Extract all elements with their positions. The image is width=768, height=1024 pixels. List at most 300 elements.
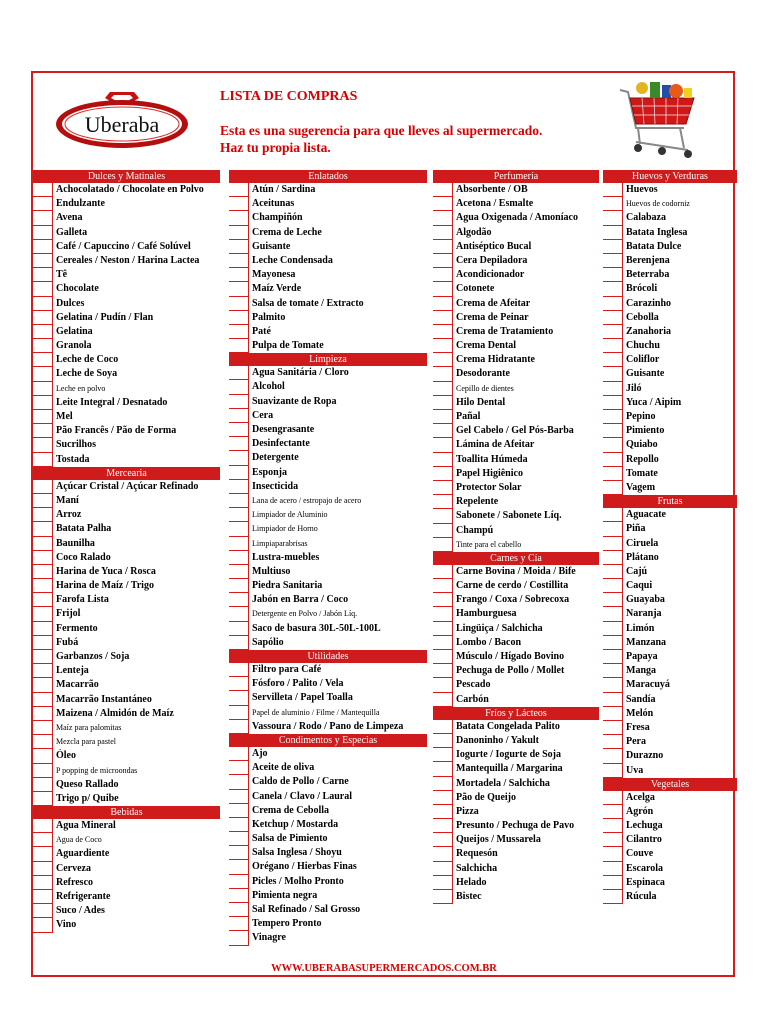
- list-item: [603, 226, 737, 240]
- checkbox[interactable]: [433, 353, 453, 367]
- item-label: Danoninho / Yakult: [456, 734, 539, 746]
- checkbox[interactable]: [603, 551, 623, 565]
- checkbox[interactable]: [229, 593, 249, 607]
- item-label: Escarola: [626, 862, 664, 874]
- item-label: Naranja: [626, 608, 662, 620]
- checkbox[interactable]: [433, 226, 453, 240]
- checkbox[interactable]: [33, 778, 53, 792]
- checkbox[interactable]: [433, 636, 453, 650]
- checkbox[interactable]: [433, 748, 453, 762]
- checkbox[interactable]: [603, 650, 623, 664]
- item-label: Saco de basura 30L-50L-100L: [252, 622, 381, 634]
- checkbox[interactable]: [603, 410, 623, 424]
- checkbox[interactable]: [433, 282, 453, 296]
- item-label: Leche de Soya: [56, 368, 118, 380]
- section-header: Frutas: [603, 495, 737, 508]
- item-label: Pimiento: [626, 425, 665, 437]
- checkbox[interactable]: [603, 721, 623, 735]
- checkbox[interactable]: [603, 311, 623, 325]
- checkbox[interactable]: [33, 480, 53, 494]
- checkbox[interactable]: [229, 480, 249, 494]
- list-item: [603, 847, 737, 861]
- checkbox[interactable]: [229, 818, 249, 832]
- checkbox[interactable]: [229, 636, 249, 650]
- checkbox[interactable]: [229, 282, 249, 296]
- list-item: [33, 522, 220, 536]
- checkbox[interactable]: [229, 832, 249, 846]
- list-item: [229, 551, 427, 565]
- checkbox[interactable]: [229, 607, 249, 621]
- checkbox[interactable]: [229, 917, 249, 931]
- checkbox[interactable]: [229, 677, 249, 691]
- checkbox[interactable]: [33, 396, 53, 410]
- checkbox[interactable]: [433, 311, 453, 325]
- checkbox[interactable]: [33, 211, 53, 225]
- checkbox[interactable]: [229, 747, 249, 761]
- checkbox[interactable]: [33, 678, 53, 692]
- checkbox[interactable]: [433, 607, 453, 621]
- checkbox[interactable]: [33, 579, 53, 593]
- checkbox[interactable]: [603, 197, 623, 211]
- checkbox[interactable]: [229, 706, 249, 720]
- checkbox[interactable]: [33, 537, 53, 551]
- checkbox[interactable]: [33, 522, 53, 536]
- checkbox[interactable]: [229, 395, 249, 409]
- list-item: [603, 396, 737, 410]
- list-item: [33, 254, 220, 268]
- list-item: [33, 593, 220, 607]
- checkbox[interactable]: [433, 254, 453, 268]
- checkbox[interactable]: [229, 297, 249, 311]
- item-label: Acetona / Esmalte: [456, 198, 534, 210]
- checkbox[interactable]: [33, 424, 53, 438]
- checkbox[interactable]: [33, 707, 53, 721]
- checkbox[interactable]: [229, 622, 249, 636]
- item-label: Iogurte / Iogurte de Soja: [456, 749, 561, 761]
- checkbox[interactable]: [603, 382, 623, 396]
- checkbox[interactable]: [229, 537, 249, 551]
- section-header: Limpieza: [229, 353, 427, 366]
- list-item: [229, 931, 427, 945]
- list-item: [33, 226, 220, 240]
- checkbox[interactable]: [229, 380, 249, 394]
- item-label: Dulces: [56, 297, 85, 309]
- checkbox[interactable]: [229, 366, 249, 380]
- list-item: [603, 890, 737, 904]
- checkbox[interactable]: [433, 650, 453, 664]
- checkbox[interactable]: [433, 467, 453, 481]
- item-label: Fresa: [626, 721, 650, 733]
- checkbox[interactable]: [603, 282, 623, 296]
- checkbox[interactable]: [229, 761, 249, 775]
- checkbox[interactable]: [433, 240, 453, 254]
- list-item: [433, 524, 599, 538]
- item-label: Leche Condensada: [252, 254, 333, 266]
- checkbox[interactable]: [33, 721, 53, 735]
- checkbox[interactable]: [603, 226, 623, 240]
- list-item: [433, 481, 599, 495]
- checkbox[interactable]: [229, 183, 249, 197]
- item-label: Gelatina: [56, 325, 93, 337]
- checkbox[interactable]: [33, 551, 53, 565]
- checkbox[interactable]: [433, 678, 453, 692]
- checkbox[interactable]: [603, 890, 623, 904]
- checkbox[interactable]: [433, 876, 453, 890]
- checkbox[interactable]: [33, 297, 53, 311]
- item-label: Pescado: [456, 679, 491, 691]
- checkbox[interactable]: [433, 268, 453, 282]
- checkbox[interactable]: [33, 325, 53, 339]
- checkbox[interactable]: [603, 764, 623, 778]
- checkbox[interactable]: [229, 720, 249, 734]
- list-item: [603, 678, 737, 692]
- checkbox[interactable]: [33, 197, 53, 211]
- checkbox[interactable]: [603, 819, 623, 833]
- checkbox[interactable]: [603, 211, 623, 225]
- checkbox[interactable]: [603, 678, 623, 692]
- checkbox[interactable]: [33, 833, 53, 847]
- list-item: [33, 197, 220, 211]
- checkbox[interactable]: [603, 537, 623, 551]
- checkbox[interactable]: [229, 579, 249, 593]
- list-item: [229, 846, 427, 860]
- checkbox[interactable]: [229, 565, 249, 579]
- section-header: Vegetales: [603, 778, 737, 791]
- checkbox[interactable]: [603, 847, 623, 861]
- item-label: Macarrão Instantáneo: [56, 693, 152, 705]
- checkbox[interactable]: [33, 650, 53, 664]
- checkbox[interactable]: [33, 847, 53, 861]
- checkbox[interactable]: [229, 551, 249, 565]
- checkbox[interactable]: [433, 890, 453, 904]
- checkbox[interactable]: [603, 183, 623, 197]
- list-item: [229, 254, 427, 268]
- list-item: [33, 721, 220, 735]
- item-label: Champiñón: [252, 212, 303, 224]
- list-item: [433, 650, 599, 664]
- checkbox[interactable]: [229, 409, 249, 423]
- list-item: [229, 565, 427, 579]
- checkbox[interactable]: [229, 339, 249, 353]
- item-label: Mel: [56, 411, 73, 422]
- checkbox[interactable]: [433, 367, 453, 381]
- checkbox[interactable]: [33, 664, 53, 678]
- checkbox[interactable]: [603, 339, 623, 353]
- checkbox[interactable]: [229, 437, 249, 451]
- checkbox[interactable]: [33, 918, 53, 932]
- item-label: Papaya: [626, 651, 658, 662]
- checkbox[interactable]: [433, 481, 453, 495]
- checkbox[interactable]: [603, 367, 623, 381]
- item-label: Lenteja: [56, 665, 89, 677]
- list-item: [33, 819, 220, 833]
- checkbox[interactable]: [229, 663, 249, 677]
- checkbox[interactable]: [433, 509, 453, 523]
- checkbox[interactable]: [603, 254, 623, 268]
- checkbox[interactable]: [603, 353, 623, 367]
- list-item: [603, 508, 737, 522]
- item-label: Carazinho: [626, 297, 671, 309]
- checkbox[interactable]: [603, 636, 623, 650]
- list-item: [33, 382, 220, 396]
- checkbox[interactable]: [603, 424, 623, 438]
- checkbox[interactable]: [229, 691, 249, 705]
- checkbox[interactable]: [433, 382, 453, 396]
- item-label: Huevos: [626, 184, 658, 195]
- checkbox[interactable]: [433, 524, 453, 538]
- checkbox[interactable]: [33, 735, 53, 749]
- item-label: Papel Higiênico: [456, 467, 523, 479]
- section-header: Huevos y Verduras: [603, 170, 737, 183]
- checkbox[interactable]: [33, 636, 53, 650]
- checkbox[interactable]: [433, 565, 453, 579]
- item-label: Sal Refinado / Sal Grosso: [252, 904, 361, 915]
- checkbox[interactable]: [433, 211, 453, 225]
- list-item: [603, 819, 737, 833]
- checkbox[interactable]: [433, 664, 453, 678]
- checkbox[interactable]: [33, 282, 53, 296]
- list-item: [33, 480, 220, 494]
- checkbox[interactable]: [433, 819, 453, 833]
- item-label: Esponja: [252, 466, 288, 478]
- checkbox[interactable]: [229, 903, 249, 917]
- checkbox[interactable]: [603, 396, 623, 410]
- list-item: [33, 453, 220, 467]
- checkbox[interactable]: [33, 254, 53, 268]
- list-item: [229, 466, 427, 480]
- list-item: [33, 282, 220, 296]
- checkbox[interactable]: [603, 325, 623, 339]
- checkbox[interactable]: [229, 846, 249, 860]
- checkbox[interactable]: [229, 522, 249, 536]
- checkbox[interactable]: [33, 382, 53, 396]
- checkbox[interactable]: [33, 453, 53, 467]
- checkbox[interactable]: [603, 297, 623, 311]
- list-item: [33, 353, 220, 367]
- list-item: [603, 268, 737, 282]
- checkbox[interactable]: [33, 749, 53, 763]
- list-item: [33, 297, 220, 311]
- checkbox[interactable]: [33, 339, 53, 353]
- checkbox[interactable]: [33, 792, 53, 806]
- checkbox[interactable]: [229, 423, 249, 437]
- checkbox[interactable]: [229, 889, 249, 903]
- item-label: Queso Rallado: [56, 778, 119, 790]
- checkbox[interactable]: [33, 268, 53, 282]
- checkbox[interactable]: [229, 875, 249, 889]
- checkbox[interactable]: [603, 622, 623, 636]
- checkbox[interactable]: [433, 538, 453, 552]
- item-label: Plátano: [626, 551, 659, 563]
- checkbox[interactable]: [33, 508, 53, 522]
- checkbox[interactable]: [33, 819, 53, 833]
- checkbox[interactable]: [229, 197, 249, 211]
- checkbox[interactable]: [33, 353, 53, 367]
- checkbox[interactable]: [603, 607, 623, 621]
- checkbox[interactable]: [433, 762, 453, 776]
- checkbox[interactable]: [433, 579, 453, 593]
- checkbox[interactable]: [33, 890, 53, 904]
- checkbox[interactable]: [603, 240, 623, 254]
- checkbox[interactable]: [229, 790, 249, 804]
- checkbox[interactable]: [229, 860, 249, 874]
- checkbox[interactable]: [33, 410, 53, 424]
- checkbox[interactable]: [229, 211, 249, 225]
- checkbox[interactable]: [33, 593, 53, 607]
- checkbox[interactable]: [603, 453, 623, 467]
- checkbox[interactable]: [433, 396, 453, 410]
- list-item: [33, 494, 220, 508]
- section-header: Dulces y Matinales: [33, 170, 220, 183]
- item-label: Trigo p/ Quibe: [56, 792, 119, 804]
- checkbox[interactable]: [33, 183, 53, 197]
- item-label: Tinte para el cabello: [456, 539, 522, 549]
- list-item: [433, 240, 599, 254]
- checkbox[interactable]: [33, 904, 53, 918]
- checkbox[interactable]: [603, 791, 623, 805]
- checkbox[interactable]: [433, 339, 453, 353]
- list-item: [603, 565, 737, 579]
- checkbox[interactable]: [229, 325, 249, 339]
- list-item: [433, 565, 599, 579]
- checkbox[interactable]: [33, 693, 53, 707]
- checkbox[interactable]: [33, 622, 53, 636]
- checkbox[interactable]: [33, 226, 53, 240]
- checkbox[interactable]: [603, 805, 623, 819]
- list-item: [229, 917, 427, 931]
- checkbox[interactable]: [229, 508, 249, 522]
- list-item: [433, 453, 599, 467]
- item-label: Galleta: [56, 226, 88, 238]
- checkbox[interactable]: [433, 438, 453, 452]
- list-item: [433, 538, 599, 552]
- list-item: [229, 790, 427, 804]
- checkbox[interactable]: [603, 833, 623, 847]
- item-label: Quiabo: [626, 439, 658, 451]
- checkbox[interactable]: [229, 311, 249, 325]
- list-item: [433, 396, 599, 410]
- checkbox[interactable]: [603, 693, 623, 707]
- checkbox[interactable]: [229, 494, 249, 508]
- checkbox[interactable]: [603, 522, 623, 536]
- checkbox[interactable]: [433, 847, 453, 861]
- checkbox[interactable]: [603, 876, 623, 890]
- checkbox[interactable]: [33, 367, 53, 381]
- checkbox[interactable]: [433, 297, 453, 311]
- item-label: Brócoli: [626, 283, 658, 295]
- checkbox[interactable]: [603, 664, 623, 678]
- item-label: Carne de cerdo / Costillita: [456, 580, 569, 592]
- checkbox[interactable]: [433, 833, 453, 847]
- section-header: Mercearia: [33, 467, 220, 480]
- checkbox[interactable]: [33, 311, 53, 325]
- checkbox[interactable]: [33, 494, 53, 508]
- checkbox[interactable]: [433, 862, 453, 876]
- checkbox[interactable]: [229, 931, 249, 945]
- list-item: [229, 268, 427, 282]
- checkbox[interactable]: [229, 226, 249, 240]
- list-item: [229, 226, 427, 240]
- checkbox[interactable]: [433, 622, 453, 636]
- checkbox[interactable]: [433, 197, 453, 211]
- checkbox[interactable]: [229, 268, 249, 282]
- checkbox[interactable]: [33, 565, 53, 579]
- checkbox[interactable]: [229, 254, 249, 268]
- checkbox[interactable]: [33, 607, 53, 621]
- checkbox[interactable]: [433, 593, 453, 607]
- checkbox[interactable]: [603, 467, 623, 481]
- list-item: [603, 367, 737, 381]
- list-item: [229, 622, 427, 636]
- checkbox[interactable]: [603, 862, 623, 876]
- checkbox[interactable]: [229, 240, 249, 254]
- checkbox[interactable]: [603, 593, 623, 607]
- checkbox[interactable]: [433, 410, 453, 424]
- item-label: Sabonete / Sabonete Líq.: [456, 510, 562, 522]
- item-label: Maní: [56, 494, 79, 506]
- checkbox[interactable]: [433, 805, 453, 819]
- checkbox[interactable]: [603, 508, 623, 522]
- item-label: Maizena / Almidón de Maíz: [56, 707, 174, 719]
- list-item: [33, 890, 220, 904]
- checkbox[interactable]: [433, 183, 453, 197]
- list-item: [33, 904, 220, 918]
- checkbox[interactable]: [433, 453, 453, 467]
- item-label: Picles / Molho Pronto: [252, 875, 344, 887]
- uberaba-logo: [53, 88, 191, 150]
- checkbox[interactable]: [433, 325, 453, 339]
- checkbox[interactable]: [433, 424, 453, 438]
- list-item: [603, 551, 737, 565]
- checkbox[interactable]: [433, 495, 453, 509]
- item-label: Harina de Yuca / Rosca: [56, 565, 156, 577]
- checkbox[interactable]: [229, 804, 249, 818]
- checkbox[interactable]: [603, 707, 623, 721]
- checkbox[interactable]: [33, 764, 53, 778]
- checkbox[interactable]: [433, 720, 453, 734]
- checkbox[interactable]: [603, 438, 623, 452]
- checkbox[interactable]: [603, 579, 623, 593]
- item-label: Macarrão: [56, 679, 99, 691]
- checkbox[interactable]: [33, 862, 53, 876]
- item-label: Ciruela: [626, 537, 659, 549]
- checkbox[interactable]: [33, 240, 53, 254]
- list-item: [433, 509, 599, 523]
- checkbox[interactable]: [33, 438, 53, 452]
- list-item: [603, 424, 737, 438]
- checkbox[interactable]: [433, 777, 453, 791]
- checkbox[interactable]: [433, 693, 453, 707]
- checkbox[interactable]: [229, 466, 249, 480]
- checkbox[interactable]: [603, 565, 623, 579]
- checkbox[interactable]: [603, 481, 623, 495]
- list-item: [229, 366, 427, 380]
- item-label: Detergente: [252, 452, 299, 464]
- checkbox[interactable]: [433, 734, 453, 748]
- item-label: Jiló: [626, 382, 642, 394]
- checkbox[interactable]: [33, 876, 53, 890]
- list-item: [603, 254, 737, 268]
- checkbox[interactable]: [229, 451, 249, 465]
- checkbox[interactable]: [603, 735, 623, 749]
- item-label: Limpiaparabrisas: [252, 538, 308, 548]
- list-item: [603, 707, 737, 721]
- checkbox[interactable]: [603, 268, 623, 282]
- item-label: Avena: [56, 212, 83, 224]
- checkbox[interactable]: [433, 791, 453, 805]
- checkbox[interactable]: [603, 749, 623, 763]
- checkbox[interactable]: [229, 775, 249, 789]
